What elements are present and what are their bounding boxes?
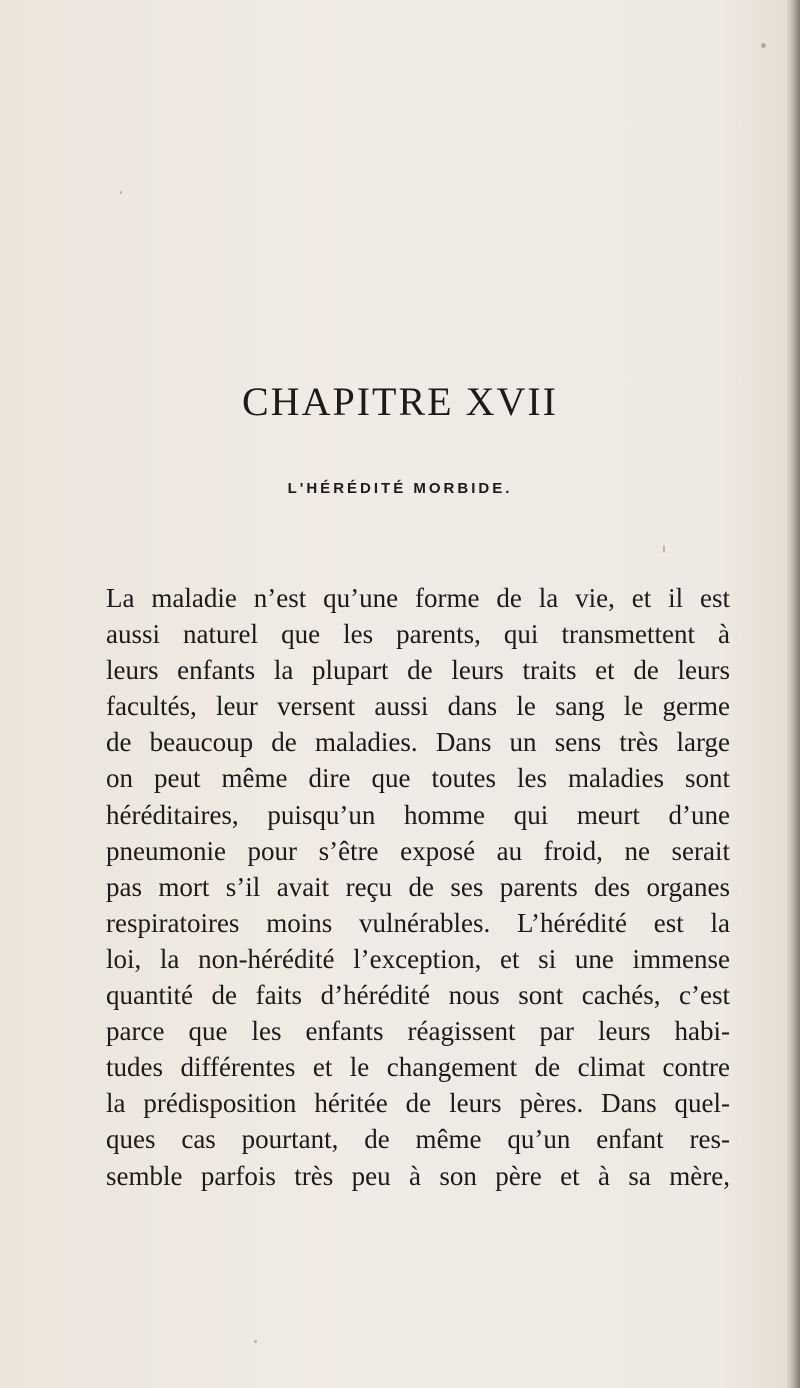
paper-speck (663, 545, 665, 553)
paragraph-line: héréditaires, puisqu’un homme qui meurt d’une (106, 799, 730, 830)
paragraph-line: loi, la non-hérédité l’exception, et si une immense (106, 943, 730, 974)
paragraph-line: pas mort s’il avait reçu de ses parents des organes (106, 871, 730, 902)
paragraph-line: pneumonie pour s’être exposé au froid, ne serait (106, 835, 730, 866)
paragraph-line: ques cas pourtant, de même qu’un enfant res- (106, 1124, 730, 1155)
paper-speck (761, 43, 766, 48)
paragraph-line: facultés, leur versent aussi dans le sang le germe (106, 691, 730, 722)
paragraph-line: parce que les enfants réagissent par leurs habi- (106, 1016, 730, 1047)
paragraph-line: on peut même dire que toutes les maladies sont (106, 763, 730, 794)
paragraph-line: aussi naturel que les parents, qui transmettent à (106, 619, 730, 650)
paragraph-line: La maladie n’est qu’une forme de la vie, et il est (106, 583, 730, 613)
paragraph-line: respiratoires moins vulnérables. L’hérédité est la (106, 907, 730, 938)
paragraph-line: tudes différentes et le changement de climat contre (106, 1052, 730, 1083)
paragraph (106, 580, 730, 1194)
paragraph-line: la prédisposition héritée de leurs pères. Dans quel- (106, 1088, 730, 1119)
page-edge-shadow (786, 0, 800, 1388)
paragraph-line: semble parfois très peu à son père et à sa mère, (106, 1160, 730, 1191)
chapter-title: CHAPITRE XVII (242, 379, 558, 424)
paragraph-line: quantité de faits d’hérédité nous sont cachés, c’est (106, 980, 730, 1011)
paper-speck (120, 191, 122, 194)
paper-speck (254, 1340, 257, 1343)
paragraph-line: leurs enfants la plupart de leurs traits et de leurs (106, 655, 730, 686)
section-title: L'HÉRÉDITÉ MORBIDE. (287, 480, 513, 497)
paragraph-line: de beaucoup de maladies. Dans un sens très large (106, 727, 730, 758)
